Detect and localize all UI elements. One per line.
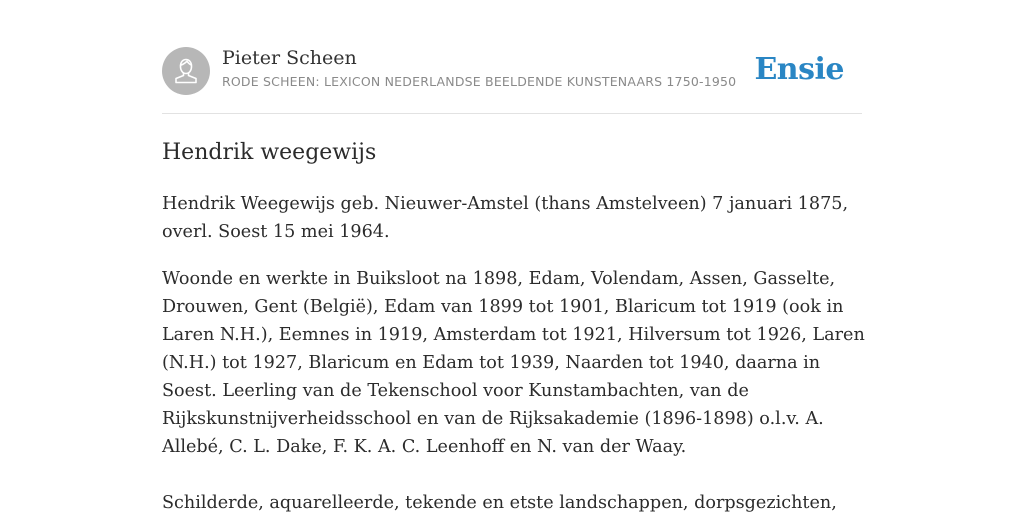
article-paragraph-3: Schilderde, aquarelleerde, tekende en etste landschappen, dorpsgezichten, xyxy=(162,493,837,512)
source-title[interactable]: RODE SCHEEN: LEXICON NEDERLANDSE BEELDENDE KUNSTENAARS 1750-1950 xyxy=(222,74,737,89)
article-title: Hendrik weegewijs xyxy=(162,140,377,165)
article-paragraph-2: Woonde en werkte in Buiksloot na 1898, Edam, Volendam, Assen, Gasselte, Drouwen, Gent (België), Edam van 1899 tot 1901, Blaricum tot 1919 (ook in Laren N.H.), Eemnes in 1919, Amsterdam tot 1921, Hilversum tot 1926, Laren (N.H.) tot 1927, Blaricum en Edam tot 1939, Naarden tot 1940, daarna in Soest. Leerling van de Tekenschool voor Kunstambachten, van de Rijkskunstnijverheidsschool en van de Rijksakademie (1896-1898) o.l.v. A. Allebé, C. L. Dake, F. K. A. C. Leenhoff en N. van der Waay. xyxy=(162,269,865,457)
header xyxy=(162,46,862,96)
author-name[interactable]: Pieter Scheen xyxy=(222,47,357,69)
author-avatar[interactable] xyxy=(162,47,210,95)
article-paragraph-1: Hendrik Weegewijs geb. Nieuwer-Amstel (thans Amstelveen) 7 januari 1875, overl. Soest 15 mei 1964. xyxy=(162,194,849,242)
user-avatar-icon xyxy=(162,47,210,95)
ensie-logo[interactable]: Ensie xyxy=(754,52,844,87)
header-divider xyxy=(162,113,862,114)
